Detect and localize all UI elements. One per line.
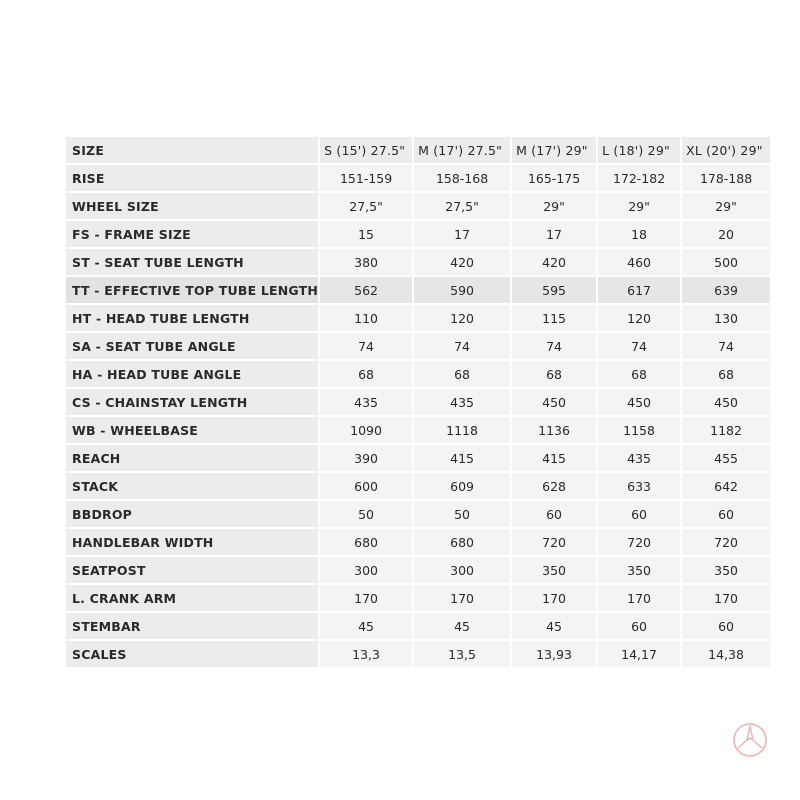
table-cell: 13,93 xyxy=(512,641,596,667)
table-row-stack xyxy=(66,473,770,499)
table-cell: 420 xyxy=(414,249,510,275)
table-cell: 170 xyxy=(598,585,680,611)
table-row-st-seat-tube-length xyxy=(66,249,770,275)
table-cell: 50 xyxy=(320,501,412,527)
table-cell: 170 xyxy=(512,585,596,611)
table-cell: 60 xyxy=(682,501,770,527)
row-label: BBDROP xyxy=(66,501,318,527)
table-cell: 390 xyxy=(320,445,412,471)
table-cell: 628 xyxy=(512,473,596,499)
table-cell: 68 xyxy=(512,361,596,387)
table-cell: 29" xyxy=(598,193,680,219)
table-cell: 17 xyxy=(414,221,510,247)
row-label: STEMBAR xyxy=(66,613,318,639)
row-label: SA - SEAT TUBE ANGLE xyxy=(66,333,318,359)
table-cell: 170 xyxy=(414,585,510,611)
row-label: WB - WHEELBASE xyxy=(66,417,318,443)
table-cell: 29" xyxy=(682,193,770,219)
table-cell: 45 xyxy=(512,613,596,639)
table-cell: 435 xyxy=(414,389,510,415)
table-row-scales xyxy=(66,641,770,667)
table-cell: 435 xyxy=(320,389,412,415)
table-cell: 15 xyxy=(320,221,412,247)
table-row-seatpost xyxy=(66,557,770,583)
table-cell: 600 xyxy=(320,473,412,499)
table-cell: 1090 xyxy=(320,417,412,443)
table-cell: 13,5 xyxy=(414,641,510,667)
size-header-label: SIZE xyxy=(66,137,318,163)
table-cell: 68 xyxy=(414,361,510,387)
table-cell: 115 xyxy=(512,305,596,331)
table-cell: 170 xyxy=(682,585,770,611)
table-cell: 14,17 xyxy=(598,641,680,667)
table-row-rise xyxy=(66,165,770,191)
geometry-table-body xyxy=(66,165,770,667)
row-label: HANDLEBAR WIDTH xyxy=(66,529,318,555)
star-logo-icon xyxy=(730,720,770,760)
table-cell: 130 xyxy=(682,305,770,331)
table-cell: 300 xyxy=(414,557,510,583)
table-cell: 720 xyxy=(598,529,680,555)
table-cell: 18 xyxy=(598,221,680,247)
table-cell: 50 xyxy=(414,501,510,527)
table-row-fs-frame-size xyxy=(66,221,770,247)
table-cell: 609 xyxy=(414,473,510,499)
table-cell: 450 xyxy=(598,389,680,415)
row-label: ST - SEAT TUBE LENGTH xyxy=(66,249,318,275)
size-header-m-27-5: M (17') 27.5" xyxy=(414,137,510,163)
table-cell: 27,5" xyxy=(414,193,510,219)
table-cell: 415 xyxy=(414,445,510,471)
table-cell: 450 xyxy=(682,389,770,415)
table-cell: 74 xyxy=(512,333,596,359)
table-cell: 45 xyxy=(414,613,510,639)
table-cell: 60 xyxy=(598,501,680,527)
table-cell: 27,5" xyxy=(320,193,412,219)
table-cell: 595 xyxy=(512,277,596,303)
table-cell: 20 xyxy=(682,221,770,247)
table-cell: 455 xyxy=(682,445,770,471)
table-cell: 590 xyxy=(414,277,510,303)
table-cell: 639 xyxy=(682,277,770,303)
table-cell: 562 xyxy=(320,277,412,303)
table-cell: 172-182 xyxy=(598,165,680,191)
table-row-wb-wheelbase xyxy=(66,417,770,443)
table-cell: 17 xyxy=(512,221,596,247)
table-cell: 460 xyxy=(598,249,680,275)
table-cell: 74 xyxy=(682,333,770,359)
table-cell: 350 xyxy=(512,557,596,583)
table-cell: 74 xyxy=(598,333,680,359)
row-label: WHEEL SIZE xyxy=(66,193,318,219)
table-cell: 415 xyxy=(512,445,596,471)
table-cell: 14,38 xyxy=(682,641,770,667)
table-cell: 120 xyxy=(598,305,680,331)
table-row-reach xyxy=(66,445,770,471)
table-cell: 68 xyxy=(320,361,412,387)
table-cell: 1118 xyxy=(414,417,510,443)
table-cell: 350 xyxy=(682,557,770,583)
table-cell: 13,3 xyxy=(320,641,412,667)
size-header-s-27-5: S (15') 27.5" xyxy=(320,137,412,163)
table-row-l-crank-arm xyxy=(66,585,770,611)
table-row-ha-head-tube-angle xyxy=(66,361,770,387)
table-row-stembar xyxy=(66,613,770,639)
table-cell: 1136 xyxy=(512,417,596,443)
table-cell: 60 xyxy=(598,613,680,639)
table-cell: 68 xyxy=(682,361,770,387)
size-header-xl-29: XL (20') 29" xyxy=(682,137,770,163)
row-label: TT - EFFECTIVE TOP TUBE LENGTH xyxy=(66,277,318,303)
table-cell: 617 xyxy=(598,277,680,303)
table-row-ht-head-tube-length xyxy=(66,305,770,331)
row-label: L. CRANK ARM xyxy=(66,585,318,611)
size-header-l-29: L (18') 29" xyxy=(598,137,680,163)
table-cell: 720 xyxy=(512,529,596,555)
table-row-sa-seat-tube-angle xyxy=(66,333,770,359)
row-label: SCALES xyxy=(66,641,318,667)
table-row-cs-chainstay-length xyxy=(66,389,770,415)
row-label: REACH xyxy=(66,445,318,471)
table-cell: 642 xyxy=(682,473,770,499)
table-cell: 300 xyxy=(320,557,412,583)
table-row-handlebar-width xyxy=(66,529,770,555)
table-cell: 165-175 xyxy=(512,165,596,191)
table-header-row xyxy=(66,137,770,163)
table-row-bbdrop xyxy=(66,501,770,527)
table-cell: 110 xyxy=(320,305,412,331)
size-header-m-29: M (17') 29" xyxy=(512,137,596,163)
row-label: CS - CHAINSTAY LENGTH xyxy=(66,389,318,415)
table-cell: 151-159 xyxy=(320,165,412,191)
row-label: RISE xyxy=(66,165,318,191)
table-cell: 68 xyxy=(598,361,680,387)
table-cell: 450 xyxy=(512,389,596,415)
table-cell: 435 xyxy=(598,445,680,471)
table-cell: 350 xyxy=(598,557,680,583)
row-label: SEATPOST xyxy=(66,557,318,583)
table-cell: 500 xyxy=(682,249,770,275)
row-label: HA - HEAD TUBE ANGLE xyxy=(66,361,318,387)
table-cell: 60 xyxy=(512,501,596,527)
table-cell: 158-168 xyxy=(414,165,510,191)
geometry-table xyxy=(64,135,772,669)
table-cell: 29" xyxy=(512,193,596,219)
table-cell: 420 xyxy=(512,249,596,275)
table-cell: 45 xyxy=(320,613,412,639)
table-cell: 720 xyxy=(682,529,770,555)
table-cell: 1158 xyxy=(598,417,680,443)
table-cell: 74 xyxy=(414,333,510,359)
table-cell: 60 xyxy=(682,613,770,639)
row-label: FS - FRAME SIZE xyxy=(66,221,318,247)
table-cell: 680 xyxy=(414,529,510,555)
table-cell: 178-188 xyxy=(682,165,770,191)
row-label: HT - HEAD TUBE LENGTH xyxy=(66,305,318,331)
table-row-wheel-size xyxy=(66,193,770,219)
table-cell: 633 xyxy=(598,473,680,499)
table-cell: 170 xyxy=(320,585,412,611)
table-cell: 120 xyxy=(414,305,510,331)
table-cell: 380 xyxy=(320,249,412,275)
table-cell: 74 xyxy=(320,333,412,359)
table-row-tt-effective-top-tube-length xyxy=(66,277,770,303)
table-cell: 680 xyxy=(320,529,412,555)
table-cell: 1182 xyxy=(682,417,770,443)
row-label: STACK xyxy=(66,473,318,499)
